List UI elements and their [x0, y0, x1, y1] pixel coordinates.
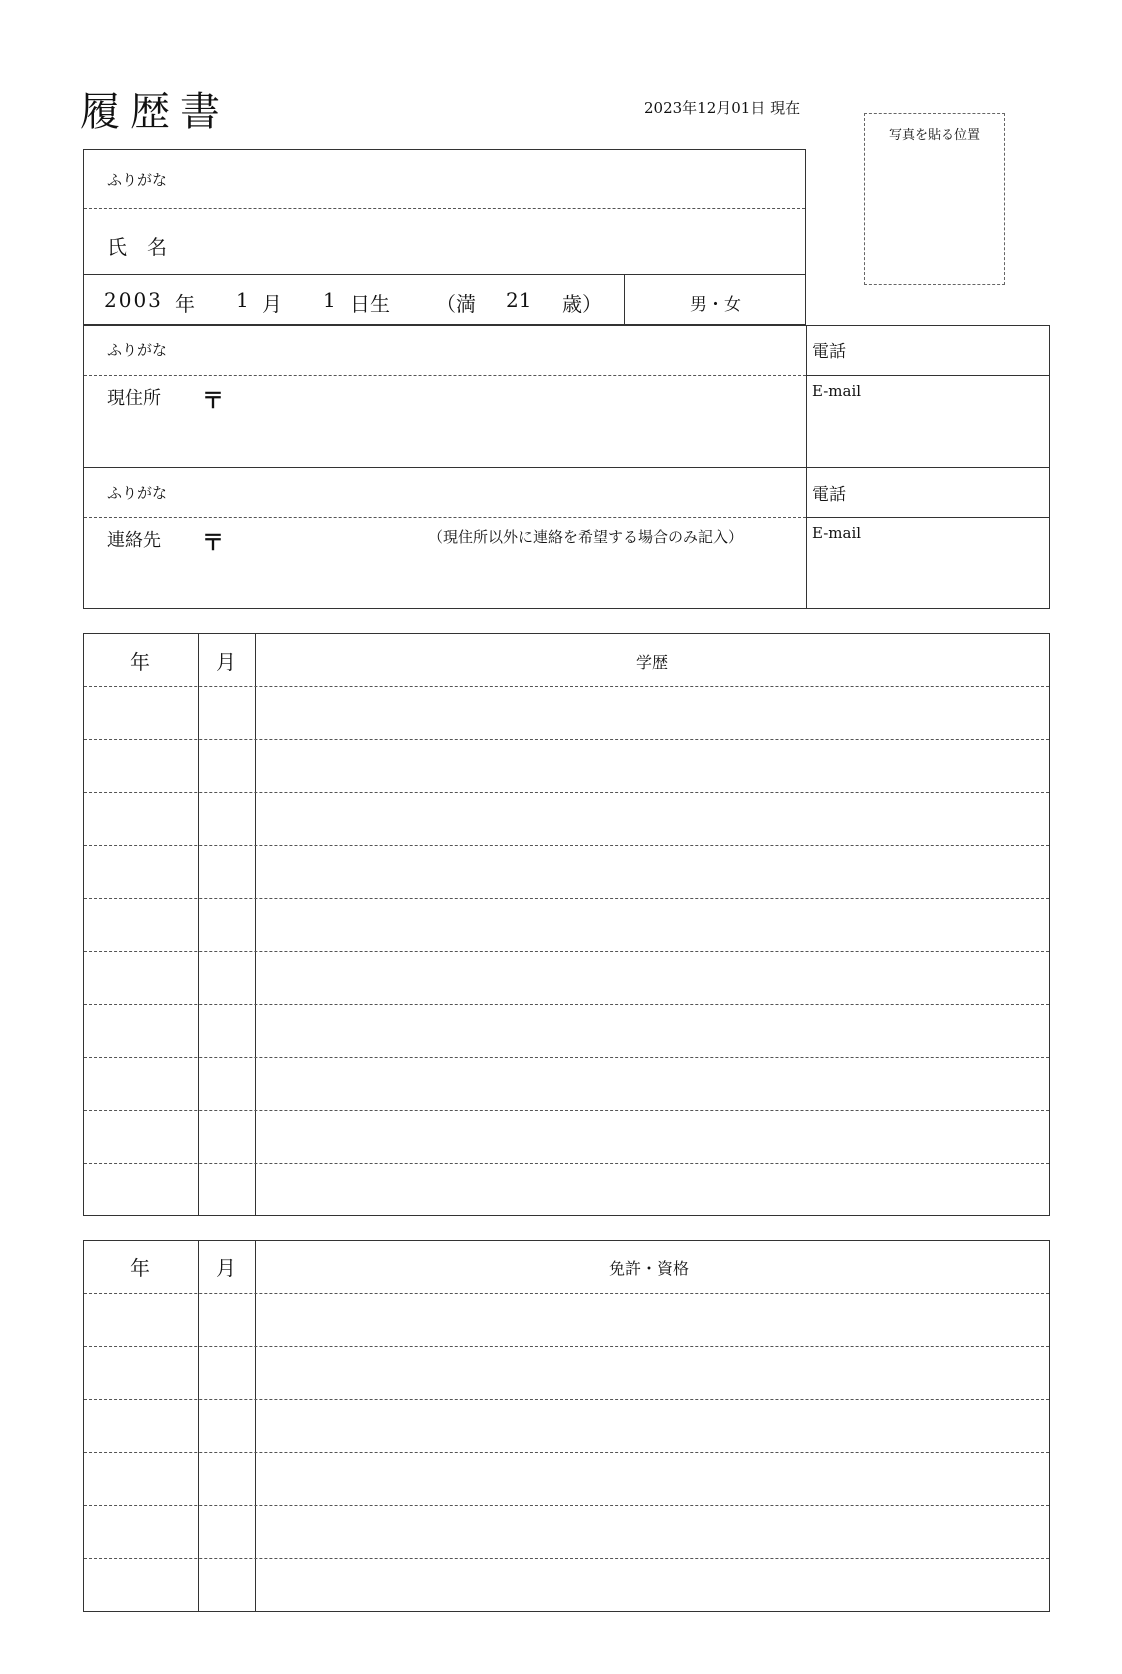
- education-row: [84, 1005, 1049, 1056]
- education-content-cell[interactable]: [256, 1164, 1049, 1215]
- education-year-cell[interactable]: [84, 1111, 198, 1162]
- contact-furigana-label: ふりがな: [107, 484, 168, 502]
- contact-email-field[interactable]: [812, 544, 1046, 604]
- license-row: [84, 1506, 1049, 1557]
- education-month-cell[interactable]: [199, 952, 255, 1003]
- name-label: 氏 名: [107, 235, 167, 259]
- license-month-cell[interactable]: [199, 1294, 255, 1345]
- as-of-date: 2023年12月01日 現在: [644, 99, 801, 117]
- name-furigana-field[interactable]: [180, 156, 800, 204]
- education-year-cell[interactable]: [84, 952, 198, 1003]
- contact-phone-label: 電話: [812, 485, 846, 505]
- license-month-header: 月: [216, 1256, 236, 1280]
- education-year-cell[interactable]: [84, 793, 198, 844]
- postal-mark-icon: 〒: [202, 388, 225, 414]
- license-row: [84, 1400, 1049, 1451]
- license-year-cell[interactable]: [84, 1559, 198, 1610]
- education-year-header: 年: [130, 650, 150, 674]
- name-furigana-label: ふりがな: [107, 171, 168, 189]
- license-content-cell[interactable]: [256, 1294, 1049, 1345]
- age-open: （満: [436, 292, 476, 316]
- education-row: [84, 793, 1049, 844]
- birth-month-unit: 月: [262, 292, 282, 316]
- contact-note: （現住所以外に連絡を希望する場合のみ記入）: [428, 528, 744, 546]
- education-month-cell[interactable]: [199, 1111, 255, 1162]
- license-title: 免許・資格: [609, 1259, 690, 1278]
- license-row: [84, 1453, 1049, 1504]
- license-row: [84, 1347, 1049, 1398]
- age-value[interactable]: 21: [506, 288, 532, 312]
- license-content-cell[interactable]: [256, 1347, 1049, 1398]
- birth-day-unit: 日生: [350, 292, 390, 316]
- postal-mark-icon: 〒: [202, 530, 225, 556]
- license-content-cell[interactable]: [256, 1506, 1049, 1557]
- divider: [84, 208, 805, 209]
- address-phone-label: 電話: [812, 342, 846, 362]
- education-row: [84, 1058, 1049, 1109]
- divider: [624, 274, 625, 325]
- license-month-cell[interactable]: [199, 1400, 255, 1451]
- education-year-cell[interactable]: [84, 687, 198, 738]
- divider: [807, 375, 1049, 376]
- education-month-cell[interactable]: [199, 1164, 255, 1215]
- license-year-cell[interactable]: [84, 1400, 198, 1451]
- education-row: [84, 740, 1049, 791]
- document-title: 履歴書: [80, 89, 230, 135]
- gender-select[interactable]: 男・女: [690, 295, 741, 315]
- education-row: [84, 846, 1049, 897]
- name-field[interactable]: [180, 214, 800, 270]
- education-year-cell[interactable]: [84, 1058, 198, 1109]
- education-row: [84, 952, 1049, 1003]
- education-month-cell[interactable]: [199, 687, 255, 738]
- license-row: [84, 1294, 1049, 1345]
- license-year-cell[interactable]: [84, 1347, 198, 1398]
- education-row: [84, 899, 1049, 950]
- education-content-cell[interactable]: [256, 952, 1049, 1003]
- education-content-cell[interactable]: [256, 1058, 1049, 1109]
- license-year-cell[interactable]: [84, 1506, 198, 1557]
- education-month-header: 月: [216, 650, 236, 674]
- age-close: 歳）: [562, 292, 602, 316]
- address-email-field[interactable]: [812, 402, 1046, 462]
- birth-month[interactable]: 1: [236, 288, 249, 312]
- education-row: [84, 1164, 1049, 1215]
- birth-year-unit: 年: [175, 292, 195, 316]
- education-title: 学歴: [636, 653, 669, 672]
- education-year-cell[interactable]: [84, 740, 198, 791]
- contact-email-label: E-mail: [812, 524, 862, 542]
- divider: [84, 375, 806, 376]
- photo-placeholder[interactable]: [864, 113, 1005, 285]
- education-month-cell[interactable]: [199, 1058, 255, 1109]
- education-content-cell[interactable]: [256, 740, 1049, 791]
- address-label: 現住所: [107, 388, 161, 409]
- license-year-header: 年: [130, 1256, 150, 1280]
- education-content-cell[interactable]: [256, 899, 1049, 950]
- license-month-cell[interactable]: [199, 1506, 255, 1557]
- license-content-cell[interactable]: [256, 1453, 1049, 1504]
- divider: [84, 517, 806, 518]
- education-month-cell[interactable]: [199, 899, 255, 950]
- education-year-cell[interactable]: [84, 1164, 198, 1215]
- education-content-cell[interactable]: [256, 1111, 1049, 1162]
- address-field[interactable]: [230, 380, 800, 462]
- divider: [807, 517, 1049, 518]
- license-content-cell[interactable]: [256, 1559, 1049, 1610]
- education-year-cell[interactable]: [84, 846, 198, 897]
- education-content-cell[interactable]: [256, 846, 1049, 897]
- address-furigana-label: ふりがな: [107, 341, 168, 359]
- contact-phone-field[interactable]: [856, 472, 1046, 514]
- education-year-cell[interactable]: [84, 899, 198, 950]
- license-year-cell[interactable]: [84, 1294, 198, 1345]
- education-month-cell[interactable]: [199, 846, 255, 897]
- birth-year[interactable]: 2003: [104, 288, 163, 312]
- photo-label: 写真を貼る位置: [888, 128, 980, 143]
- license-month-cell[interactable]: [199, 1347, 255, 1398]
- license-month-cell[interactable]: [199, 1453, 255, 1504]
- education-month-cell[interactable]: [199, 740, 255, 791]
- license-row: [84, 1559, 1049, 1610]
- license-content-cell[interactable]: [256, 1400, 1049, 1451]
- education-row: [84, 1111, 1049, 1162]
- birth-day[interactable]: 1: [323, 288, 336, 312]
- address-phone-field[interactable]: [856, 330, 1046, 372]
- education-month-cell[interactable]: [199, 1005, 255, 1056]
- contact-label: 連絡先: [107, 530, 161, 551]
- license-year-cell[interactable]: [84, 1453, 198, 1504]
- divider: [84, 274, 805, 275]
- divider: [84, 467, 1049, 468]
- education-row: [84, 687, 1049, 738]
- license-month-cell[interactable]: [199, 1559, 255, 1610]
- education-content-cell[interactable]: [256, 687, 1049, 738]
- education-year-cell[interactable]: [84, 1005, 198, 1056]
- contact-address-field[interactable]: [230, 550, 800, 604]
- education-month-cell[interactable]: [199, 793, 255, 844]
- education-content-cell[interactable]: [256, 793, 1049, 844]
- address-email-label: E-mail: [812, 382, 862, 400]
- education-content-cell[interactable]: [256, 1005, 1049, 1056]
